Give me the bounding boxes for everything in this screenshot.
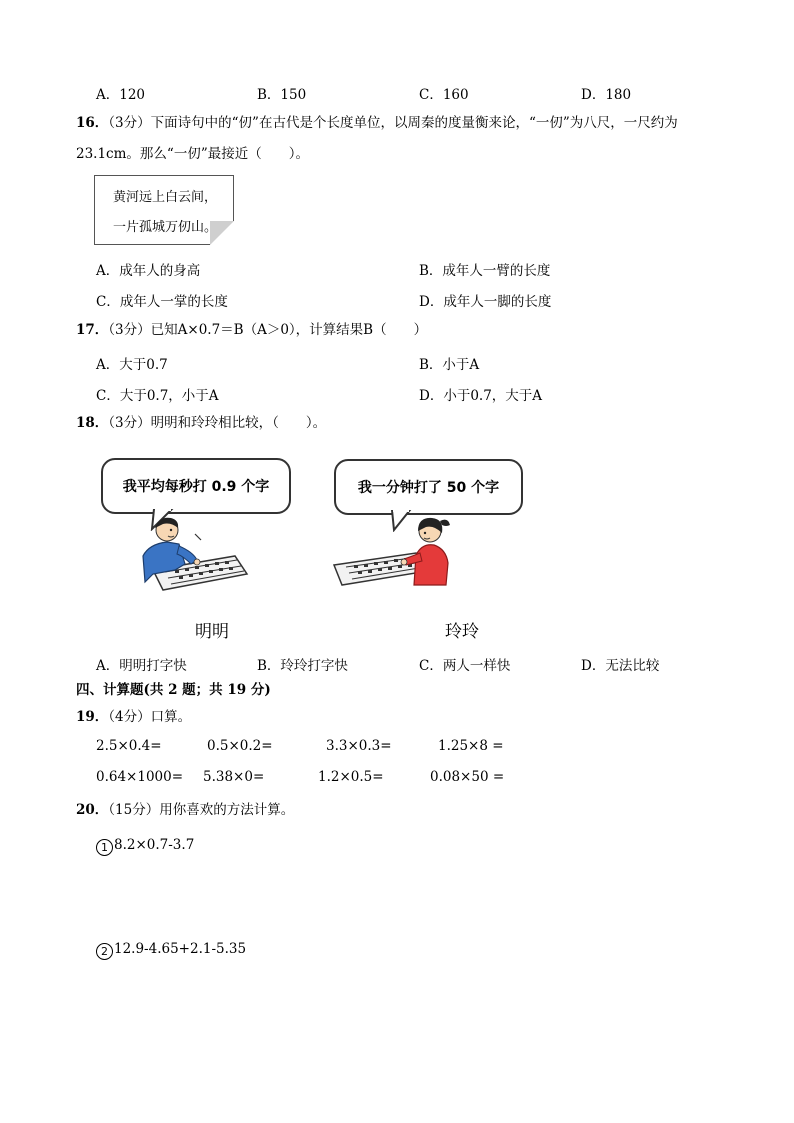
q15-option-c: C．160 bbox=[419, 87, 469, 103]
q20-stem bbox=[76, 800, 294, 820]
q19-r2-c4: 0.08×50 = bbox=[430, 769, 505, 785]
q15-option-b: B．150 bbox=[257, 87, 307, 103]
q20-number: 20． bbox=[76, 802, 109, 818]
q18-stem bbox=[76, 413, 326, 433]
q18-option-d: D．无法比较 bbox=[581, 658, 660, 674]
boy-typing-illustration bbox=[135, 512, 260, 594]
q17-number: 17． bbox=[76, 322, 109, 338]
poem-line-1: 黄河远上白云间， bbox=[113, 190, 218, 205]
q19-text: 口算。 bbox=[150, 709, 192, 725]
q16-stem-line1 bbox=[76, 113, 678, 133]
page-curl-icon bbox=[210, 221, 234, 245]
name-mingming: 明明 bbox=[195, 622, 229, 642]
circled-number-icon: 1 bbox=[96, 839, 113, 856]
q20-expr-1: 8.2×0.7-3.7 bbox=[114, 837, 195, 853]
q19-number: 19． bbox=[76, 709, 109, 725]
q15-option-a: A．120 bbox=[96, 87, 146, 103]
q17-option-d: D．小于0.7，大于A bbox=[419, 388, 543, 404]
q20-text: 用你喜欢的方法计算。 bbox=[159, 802, 295, 818]
speech-text-lingling: 我一分钟打了 50 个字 bbox=[357, 480, 500, 496]
q19-r1-c4: 1.25×8 = bbox=[438, 738, 504, 754]
q16-option-b: B．成年人一臂的长度 bbox=[419, 263, 551, 279]
name-lingling: 玲玲 bbox=[445, 622, 479, 642]
q20-score: （15分） bbox=[108, 802, 160, 818]
q16-score: （3分） bbox=[108, 115, 151, 131]
speech-bubble-mingming bbox=[101, 458, 291, 514]
q19-r2-c2: 5.38×0= bbox=[203, 769, 265, 785]
q19-r1-c3: 3.3×0.3= bbox=[326, 738, 392, 754]
q20-item-1 bbox=[96, 837, 194, 856]
q15-option-d: D．180 bbox=[581, 87, 632, 103]
circled-number-icon: 2 bbox=[96, 943, 113, 960]
q16-option-a: A．成年人的身高 bbox=[96, 263, 201, 279]
q18-option-b: B．玲玲打字快 bbox=[257, 658, 348, 674]
q18-option-c: C．两人一样快 bbox=[419, 658, 511, 674]
speech-bubble-lingling bbox=[334, 459, 523, 515]
girl-typing-illustration bbox=[330, 515, 455, 595]
poem-line-2: 一片孤城万仞山。 bbox=[113, 220, 218, 235]
q17-option-c: C．大于0.7，小于A bbox=[96, 388, 219, 404]
speech-text-mingming: 我平均每秒打 0.9 个字 bbox=[122, 479, 270, 495]
q18-score: （3分） bbox=[108, 415, 151, 431]
q16-option-d: D．成年人一脚的长度 bbox=[419, 294, 552, 310]
q19-r2-c3: 1.2×0.5= bbox=[318, 769, 384, 785]
q18-option-a: A．明明打字快 bbox=[96, 658, 187, 674]
q17-option-a: A．大于0.7 bbox=[96, 357, 168, 373]
q16-number: 16． bbox=[76, 115, 109, 131]
q19-r1-c1: 2.5×0.4= bbox=[96, 738, 162, 754]
q20-expr-2: 12.9-4.65+2.1-5.35 bbox=[114, 941, 247, 957]
q18-text: 明明和玲玲相比较，（ ）。 bbox=[150, 415, 327, 431]
q17-score: （3分） bbox=[108, 322, 151, 338]
q17-text: 已知A×0.7＝B（A＞0），计算结果B（ ） bbox=[150, 322, 428, 338]
q20-item-2 bbox=[96, 941, 246, 960]
poem-card bbox=[94, 175, 234, 245]
q19-score: （4分） bbox=[108, 709, 151, 725]
q16-option-c: C．成年人一掌的长度 bbox=[96, 294, 228, 310]
q18-number: 18． bbox=[76, 415, 109, 431]
q19-r2-c1: 0.64×1000= bbox=[96, 769, 184, 785]
q16-stem-line2: 23.1cm。那么“一仞”最接近（ ）。 bbox=[76, 146, 309, 162]
q19-stem bbox=[76, 707, 191, 727]
q16-text-line1: 下面诗句中的“仞”在古代是个长度单位，以周秦的度量衡来论，“一仞”为八尺，一尺约为 bbox=[150, 115, 678, 131]
q19-r1-c2: 0.5×0.2= bbox=[207, 738, 273, 754]
q17-stem bbox=[76, 320, 427, 340]
q17-option-b: B．小于A bbox=[419, 357, 480, 373]
section-title: 四、计算题(共 2 题；共 19 分) bbox=[76, 682, 271, 698]
